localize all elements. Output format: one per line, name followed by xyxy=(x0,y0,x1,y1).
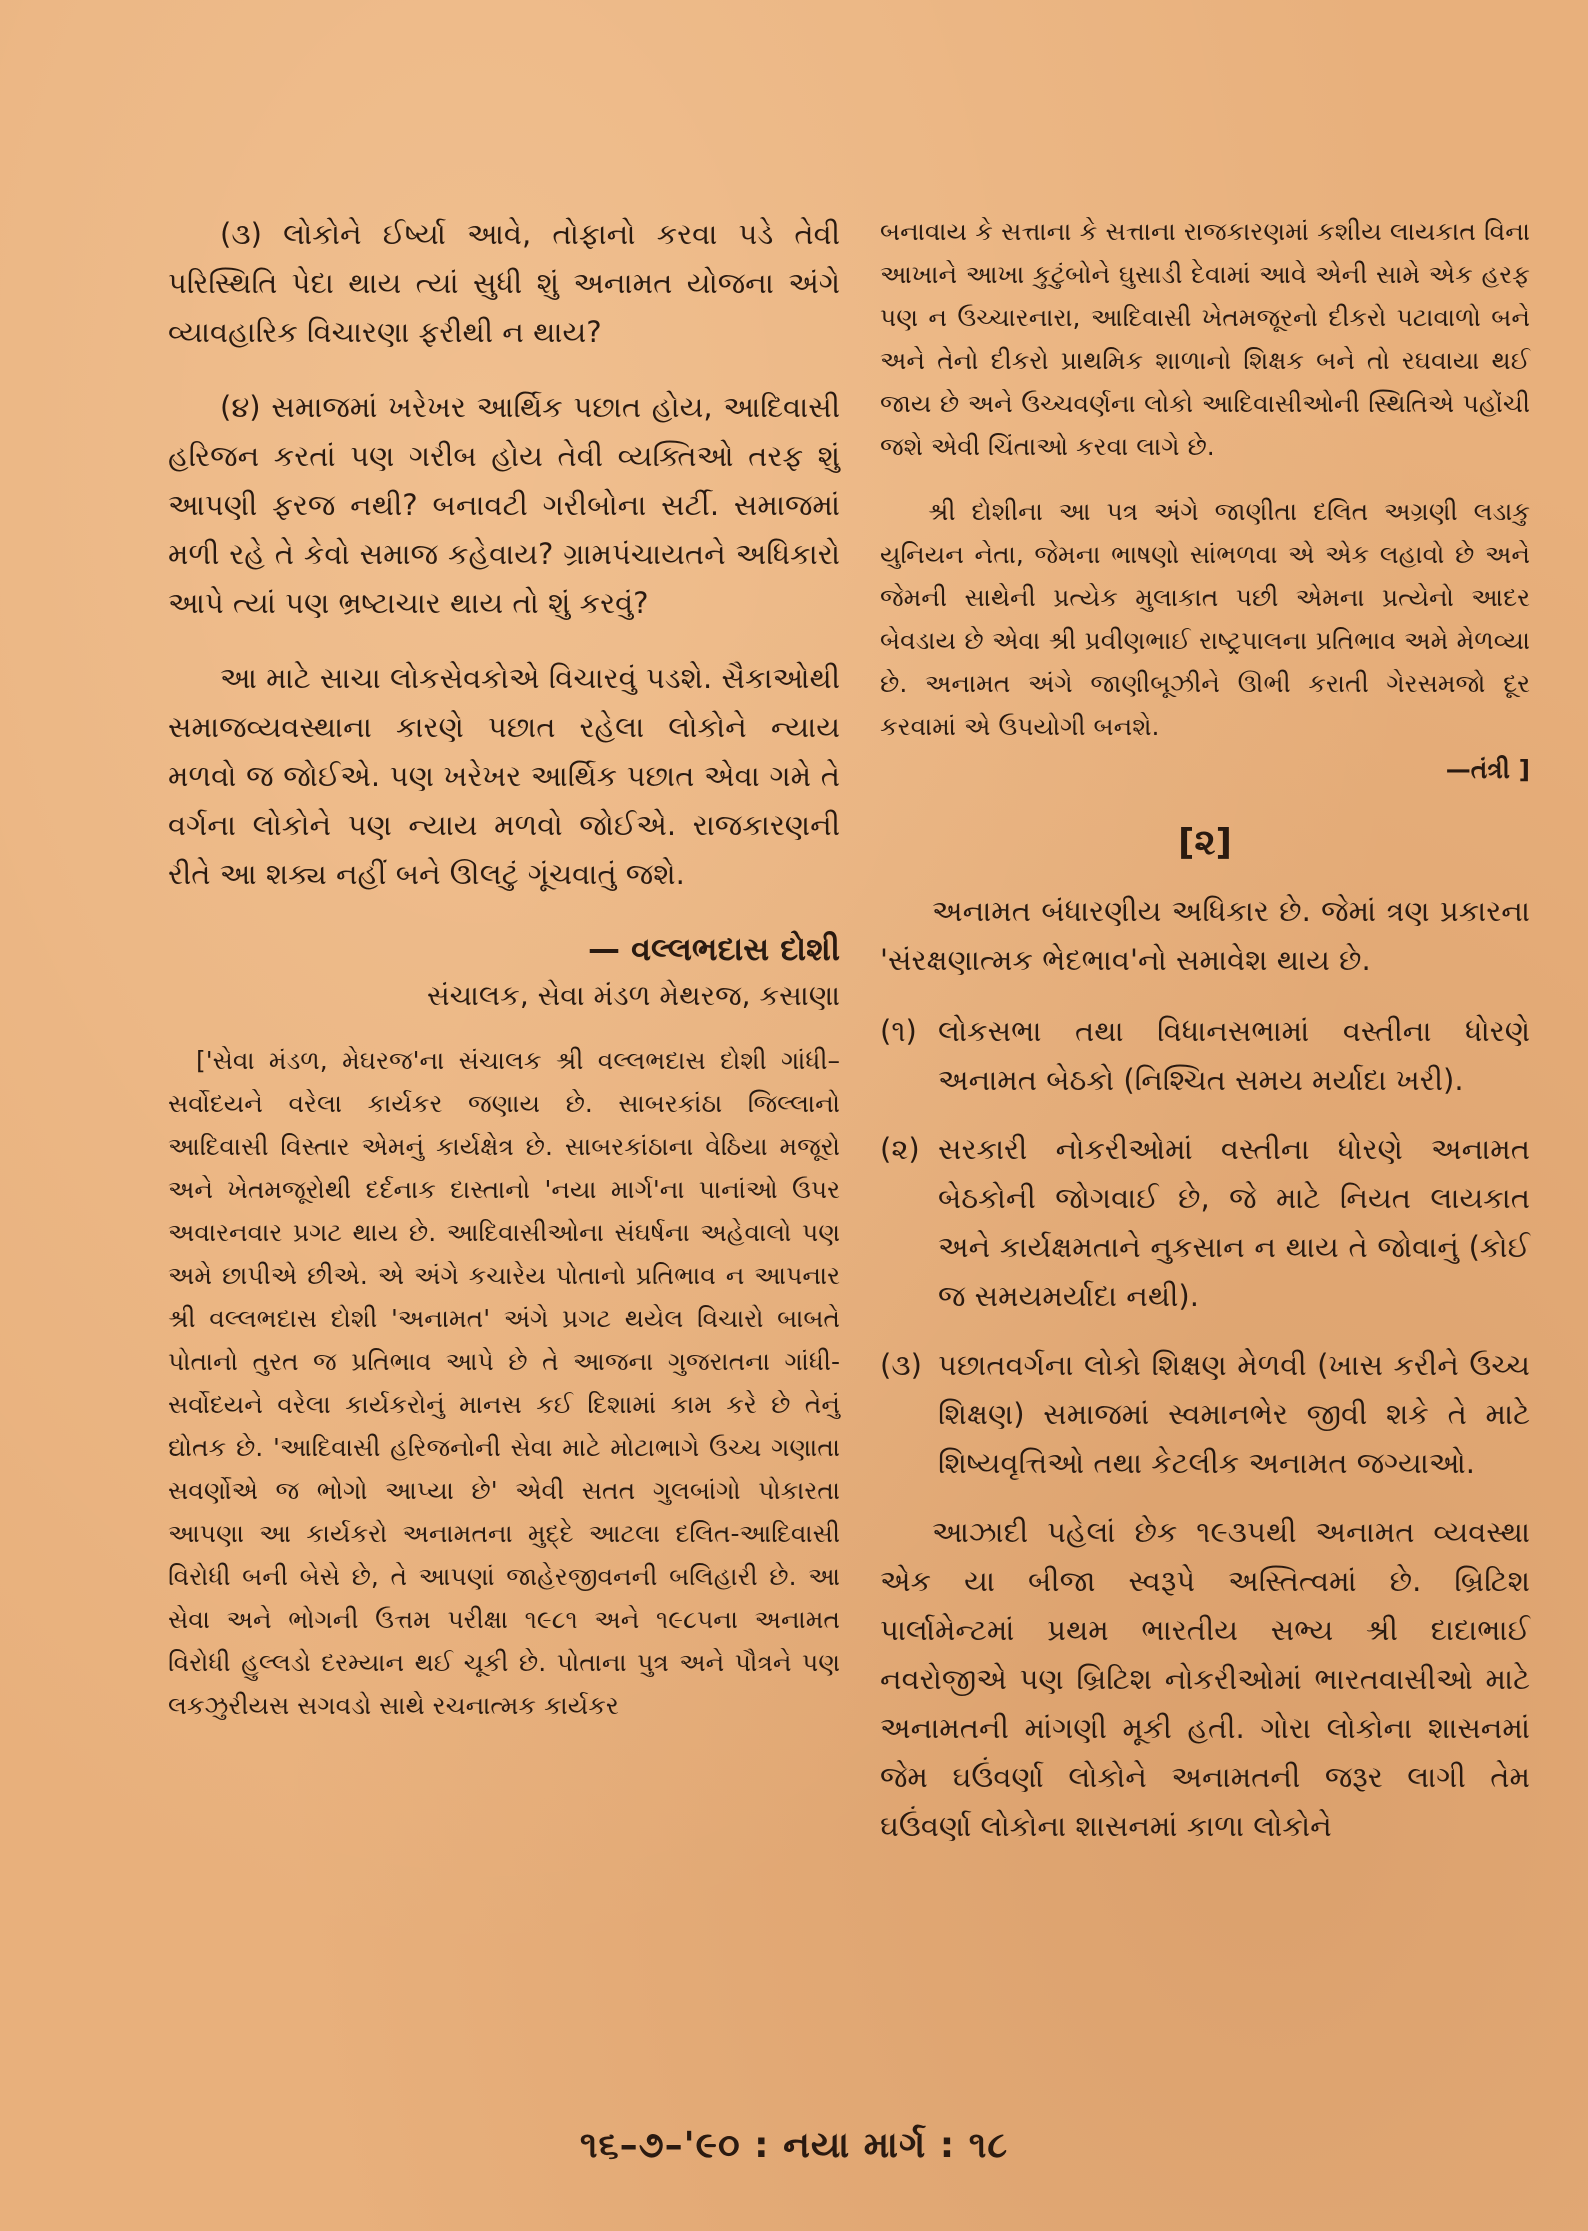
paragraph-point-3: (૩) લોકોને ઈર્ષ્યા આવે, તોફાનો કરવા પડે તેવી પરિસ્થિતિ પેદા થાય ત્યાં સુધી શું અનામત યોજના અંગે વ્યાવહારિક વિચારણા ફરીથી ન થાય? xyxy=(168,217,840,349)
list-item-number: (૨) xyxy=(880,1132,920,1166)
list-item-number: (૧) xyxy=(880,1014,917,1048)
list-item xyxy=(880,1007,1530,1105)
list-item-number: (૩) xyxy=(880,1348,922,1382)
history-paragraph: આઝાદી પહેલાં છેક ૧૯૩૫થી અનામત વ્યવસ્થા એક યા બીજા સ્વરૂપે અસ્તિત્વમાં છે. બ્રિટિશ પાર્લામેન્ટમાં પ્રથમ ભારતીય સભ્ય શ્રી દાદાભાઈ નવરોજીએ પણ બ્રિટિશ નોકરીઓમાં ભારતવાસીઓ માટે અનામતની માંગણી મૂકી હતી. ગોરા લોકોના શાસનમાં જેમ ઘઉંવર્ણા લોકોને અનામતની જરૂર લાગી તેમ ઘઉંવર્ણા લોકોના શાસનમાં કાળા લોકોને xyxy=(880,1515,1530,1843)
left-column xyxy=(168,210,840,1727)
list-item-text: પછાતવર્ગના લોકો શિક્ષણ મેળવી (ખાસ કરીને ઉચ્ચ શિક્ષણ) સમાજમાં સ્વમાનભેર જીવી શકે તે માટે શિષ્યવૃત્તિઓ તથા કેટલીક અનામત જગ્યાઓ. xyxy=(938,1348,1530,1480)
editor-note-second-text: શ્રી દોશીના આ પત્ર અંગે જાણીતા દલિત અગ્રણી લડાકુ યુનિયન નેતા, જેમના ભાષણો સાંભળવા એ એક લહાવો છે અને જેમની સાથેની પ્રત્યેક મુલાકાત પછી એમના પ્રત્યેનો આદર બેવડાય છે એવા શ્રી પ્રવીણભાઈ રાષ્ટ્રપાલના પ્રતિભાવ અમે મેળવ્યા છે. અનામત અંગે જાણીબૂઝીને ઊભી કરાતી ગેરસમજો દૂર કરવામાં એ ઉપયોગી બનશે. xyxy=(880,497,1530,741)
list-item xyxy=(880,1125,1530,1321)
section-intro: અનામત બંધારણીય અધિકાર છે. જેમાં ત્રણ પ્રકારના 'સંરક્ષણાત્મક ભેદભાવ'નો સમાવેશ થાય છે. xyxy=(880,894,1530,977)
editor-note: ['સેવા મંડળ, મેઘરજ'ના સંચાલક શ્રી વલ્લભદાસ દોશી ગાંધી–સર્વોદયને વરેલા કાર્યકર જણાય છે. સાબરકાંઠા જિલ્લાનો આદિવાસી વિસ્તાર એમનું કાર્યક્ષેત્ર છે. સાબરકાંઠાના વેઠિયા મજૂરો અને ખેતમજૂરોથી દર્દનાક દાસ્તાનો 'નયા માર્ગ'ના પાનાંઓ ઉપર અવારનવાર પ્રગટ થાય છે. આદિવાસીઓના સંઘર્ષના અહેવાલો પણ અમે છાપીએ છીએ. એ અંગે કચારેય પોતાનો પ્રતિભાવ ન આપનાર શ્રી વલ્લભદાસ દોશી 'અનામત' અંગે પ્રગટ થયેલ વિચારો બાબતે પોતાનો તુરત જ પ્રતિભાવ આપે છે તે આજના ગુજરાતના ગાંધી-સર્વોદયને વરેલા કાર્યકરોનું માનસ કઈ દિશામાં કામ કરે છે તેનું દ્યોતક છે. 'આદિવાસી હરિજનોની સેવા માટે મોટાભાગે ઉચ્ચ ગણાતા સવર્ણોએ જ ભોગો આપ્યા છે' એવી સતત ગુલબાંગો પોકારતા આપણા આ કાર્યકરો અનામતના મુદ્દે આટલા દલિત-આદિવાસી વિરોધી બની બેસે છે, તે આપણાં જાહેરજીવનની બલિહારી છે. આ સેવા અને ભોગની ઉત્તમ પરીક્ષા ૧૯૮૧ અને ૧૯૮૫ના અનામત વિરોધી હુલ્લડો દરમ્યાન થઈ ચૂકી છે. પોતાના પુત્ર અને પૌત્રને પણ લકઝુરીયસ સગવડો સાથે રચનાત્મક કાર્યકર xyxy=(168,1046,840,1720)
editor-note-continued: બનાવાય કે સત્તાના કે સત્તાના રાજકારણમાં કશીય લાયકાત વિના આખાને આખા કુટુંબોને ઘુસાડી દેવામાં આવે એની સામે એક હરફ પણ ન ઉચ્ચારનારા, આદિવાસી ખેતમજૂરનો દીકરો પટાવાળો બને અને તેનો દીકરો પ્રાથમિક શાળાનો શિક્ષક બને તો રઘવાયા થઈ જાય છે અને ઉચ્ચવર્ણના લોકો આદિવાસીઓની સ્થિતિએ પહોંચી જશે એવી ચિંતાઓ કરવા લાગે છે. xyxy=(880,217,1530,461)
section-heading: [૨] xyxy=(1177,822,1233,863)
signature-designation: સંચાલક, સેવા મંડળ મેથરજ, કસાણા xyxy=(426,979,840,1012)
editor-sign: —તંત્રી ] xyxy=(1445,755,1530,784)
page-footer: ૧૬–૭–'૯૦ : નયા માર્ગ : ૧૮ xyxy=(579,2125,1009,2166)
list-item-text: સરકારી નોકરીઓમાં વસ્તીના ધોરણે અનામત બેઠકોની જોગવાઈ છે, જે માટે નિયત લાયકાત અને કાર્યક્ષમતાને નુકસાન ન થાય તે જોવાનું (કોઈ જ સમયમર્યાદા નથી). xyxy=(938,1132,1530,1313)
editor-note-second xyxy=(880,490,1530,791)
signature-name: — વલ્લભદાસ દોશી xyxy=(587,930,840,968)
paragraph-point-4: (૪) સમાજમાં ખરેખર આર્થિક પછાત હોય, આદિવાસી હરિજન કરતાં પણ ગરીબ હોય તેવી વ્યક્તિઓ તરફ શું આપણી ફરજ નથી? બનાવટી ગરીબોના સર્ટી. સમાજમાં મળી રહે તે કેવો સમાજ કહેવાય? ગ્રામપંચાયતને અધિકારો આપે ત્યાં પણ ભ્રષ્ટાચાર થાય તો શું કરવું? xyxy=(168,390,840,620)
list-item-text: લોકસભા તથા વિધાનસભામાં વસ્તીના ધોરણે અનામત બેઠકો (નિશ્ચિત સમય મર્યાદા ખરી). xyxy=(938,1014,1530,1097)
right-column xyxy=(880,210,1530,1873)
paragraph-conclusion: આ માટે સાચા લોકસેવકોએ વિચારવું પડશે. સૈકાઓથી સમાજવ્યવસ્થાના કારણે પછાત રહેલા લોકોને ન્યાય મળવો જ જોઈએ. પણ ખરેખર આર્થિક પછાત એવા ગમે તે વર્ગના લોકોને પણ ન્યાય મળવો જોઈએ. રાજકારણની રીતે આ શક્ય નહીં બને ઊલટું ગૂંચવાતું જશે. xyxy=(168,661,840,891)
list-item xyxy=(880,1341,1530,1488)
